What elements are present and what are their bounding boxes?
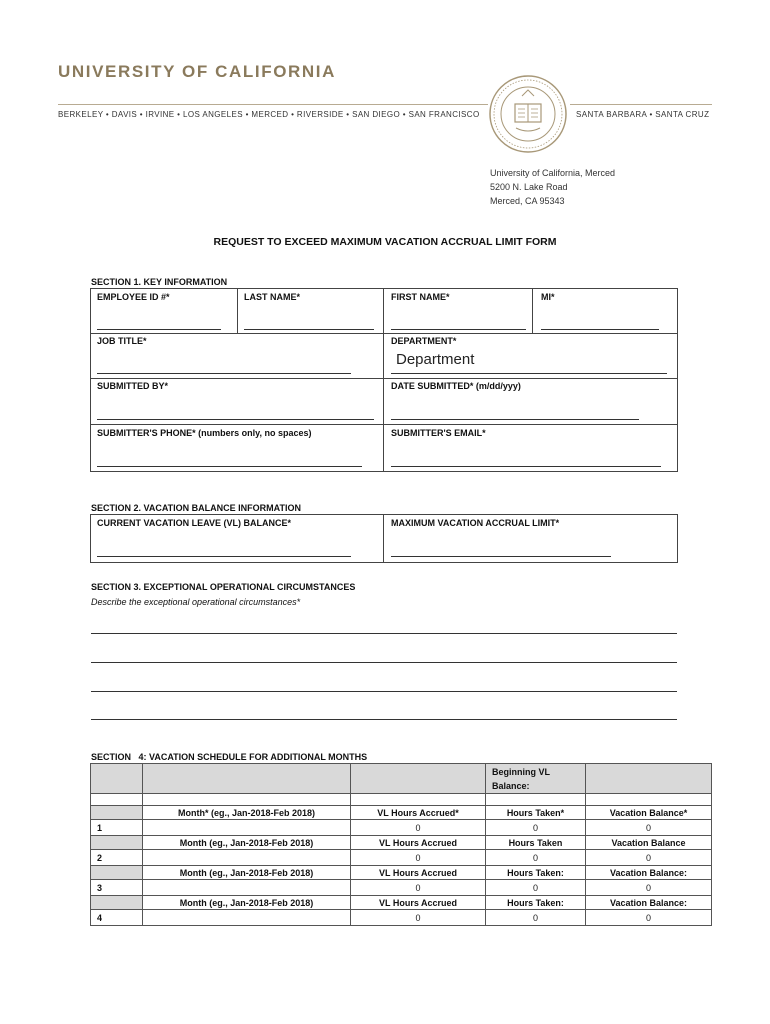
beginning-balance-field[interactable] [586, 764, 712, 794]
row-1-taken-label: Hours Taken* [486, 806, 586, 820]
row-4-balance-label: Vacation Balance: [586, 896, 712, 910]
last-name-field[interactable] [244, 329, 374, 330]
row-2-month-label: Month (eg., Jan-2018-Feb 2018) [143, 836, 351, 850]
divider [532, 288, 533, 333]
divider [383, 514, 384, 563]
row-3-spacer [91, 866, 143, 880]
row-3-balance-label: Vacation Balance: [586, 866, 712, 880]
max-accrual-field[interactable] [391, 556, 611, 557]
row-3-taken-label: Hours Taken: [486, 866, 586, 880]
section3-title: SECTION 3. EXCEPTIONAL OPERATIONAL CIRCUMSTANCES [91, 582, 356, 592]
row-4-balance-value: 0 [586, 910, 712, 926]
row-2-balance-label: Vacation Balance [586, 836, 712, 850]
date-submitted-field[interactable] [391, 419, 639, 420]
row-1-spacer [91, 806, 143, 820]
circumstances-line-1[interactable] [91, 633, 677, 634]
row-2-accrued-label: VL Hours Accrued [351, 836, 486, 850]
section3-description: Describe the exceptional operational circumstances* [91, 597, 301, 607]
department-label: DEPARTMENT* [391, 336, 457, 346]
row-4-month-field[interactable] [143, 910, 351, 926]
section1-box [90, 288, 678, 472]
row-3-accrued-value[interactable]: 0 [351, 880, 486, 896]
section4-title: SECTION 4: VACATION SCHEDULE FOR ADDITIONAL MONTHS [91, 752, 368, 762]
blank-cell [351, 764, 486, 794]
row-2-number: 2 [91, 850, 143, 866]
max-accrual-label: MAXIMUM VACATION ACCRUAL LIMIT* [391, 518, 560, 528]
campus-list-left: BERKELEY • DAVIS • IRVINE • LOS ANGELES • MERCED • RIVERSIDE • SAN DIEGO • SAN FRANCISCO [58, 110, 480, 119]
blank-cell [143, 764, 351, 794]
current-balance-field[interactable] [97, 556, 351, 557]
form-title: REQUEST TO EXCEED MAXIMUM VACATION ACCRUAL LIMIT FORM [213, 236, 557, 248]
spacer-cell [91, 794, 143, 806]
mi-label: MI* [541, 292, 555, 302]
header-rule-left [58, 104, 488, 105]
university-seal-icon [488, 74, 568, 154]
spacer-cell [351, 794, 486, 806]
row-4-accrued-value[interactable]: 0 [351, 910, 486, 926]
last-name-label: LAST NAME* [244, 292, 300, 302]
circumstances-line-3[interactable] [91, 691, 677, 692]
row-4-month-label: Month (eg., Jan-2018-Feb 2018) [143, 896, 351, 910]
circumstances-line-4[interactable] [91, 719, 677, 720]
current-balance-label: CURRENT VACATION LEAVE (VL) BALANCE* [97, 518, 291, 528]
mi-field[interactable] [541, 329, 659, 330]
submitted-by-label: SUBMITTED BY* [97, 381, 169, 391]
row-1-accrued-label: VL Hours Accrued* [351, 806, 486, 820]
row-2-taken-value[interactable]: 0 [486, 850, 586, 866]
header-rule-right [570, 104, 712, 105]
job-title-label: JOB TITLE* [97, 336, 147, 346]
first-name-label: FIRST NAME* [391, 292, 450, 302]
vacation-schedule-table [90, 763, 712, 926]
submitter-phone-field[interactable] [97, 466, 362, 467]
campus-address [490, 166, 615, 208]
row-1-taken-value[interactable]: 0 [486, 820, 586, 836]
row-4-taken-value[interactable]: 0 [486, 910, 586, 926]
job-title-field[interactable] [97, 373, 351, 374]
row-4-number: 4 [91, 910, 143, 926]
section1-title: SECTION 1. KEY INFORMATION [91, 277, 228, 287]
address-line-2: 5200 N. Lake Road [490, 182, 568, 192]
row-1-balance-label: Vacation Balance* [586, 806, 712, 820]
department-underline [391, 373, 667, 374]
divider [90, 333, 678, 334]
submitter-phone-label: SUBMITTER'S PHONE* (numbers only, no spaces) [97, 428, 312, 438]
section2-title: SECTION 2. VACATION BALANCE INFORMATION [91, 503, 301, 513]
spacer-cell [486, 794, 586, 806]
row-3-month-label: Month (eg., Jan-2018-Feb 2018) [143, 866, 351, 880]
circumstances-line-2[interactable] [91, 662, 677, 663]
row-1-month-field[interactable] [143, 820, 351, 836]
row-2-balance-value: 0 [586, 850, 712, 866]
row-2-taken-label: Hours Taken [486, 836, 586, 850]
row-1-number: 1 [91, 820, 143, 836]
date-submitted-label: DATE SUBMITTED* (m/dd/yyy) [391, 381, 521, 391]
department-field[interactable]: Department [396, 351, 475, 368]
row-4-accrued-label: VL Hours Accrued [351, 896, 486, 910]
employee-id-label: EMPLOYEE ID #* [97, 292, 170, 302]
beginning-balance-label: Beginning VL Balance: [486, 764, 586, 794]
row-3-taken-value[interactable]: 0 [486, 880, 586, 896]
blank-cell [91, 764, 143, 794]
address-line-1: University of California, Merced [490, 168, 616, 178]
submitted-by-field[interactable] [97, 419, 374, 420]
row-2-month-field[interactable] [143, 850, 351, 866]
divider [90, 424, 678, 425]
row-1-month-label: Month* (eg., Jan-2018-Feb 2018) [143, 806, 351, 820]
row-4-spacer [91, 896, 143, 910]
employee-id-field[interactable] [97, 329, 221, 330]
spacer-cell [143, 794, 351, 806]
row-2-spacer [91, 836, 143, 850]
row-3-number: 3 [91, 880, 143, 896]
submitter-email-field[interactable] [391, 466, 661, 467]
row-1-balance-value: 0 [586, 820, 712, 836]
address-line-3: Merced, CA 95343 [490, 196, 565, 206]
divider [90, 378, 678, 379]
divider [383, 288, 384, 472]
row-3-balance-value: 0 [586, 880, 712, 896]
first-name-field[interactable] [391, 329, 526, 330]
row-2-accrued-value[interactable]: 0 [351, 850, 486, 866]
divider [237, 288, 238, 333]
submitter-email-label: SUBMITTER'S EMAIL* [391, 428, 486, 438]
row-4-taken-label: Hours Taken: [486, 896, 586, 910]
row-1-accrued-value[interactable]: 0 [351, 820, 486, 836]
row-3-accrued-label: VL Hours Accrued [351, 866, 486, 880]
row-3-month-field[interactable] [143, 880, 351, 896]
campus-list-right: SANTA BARBARA • SANTA CRUZ [576, 110, 710, 119]
spacer-cell [586, 794, 712, 806]
university-title: UNIVERSITY OF CALIFORNIA [58, 62, 336, 81]
